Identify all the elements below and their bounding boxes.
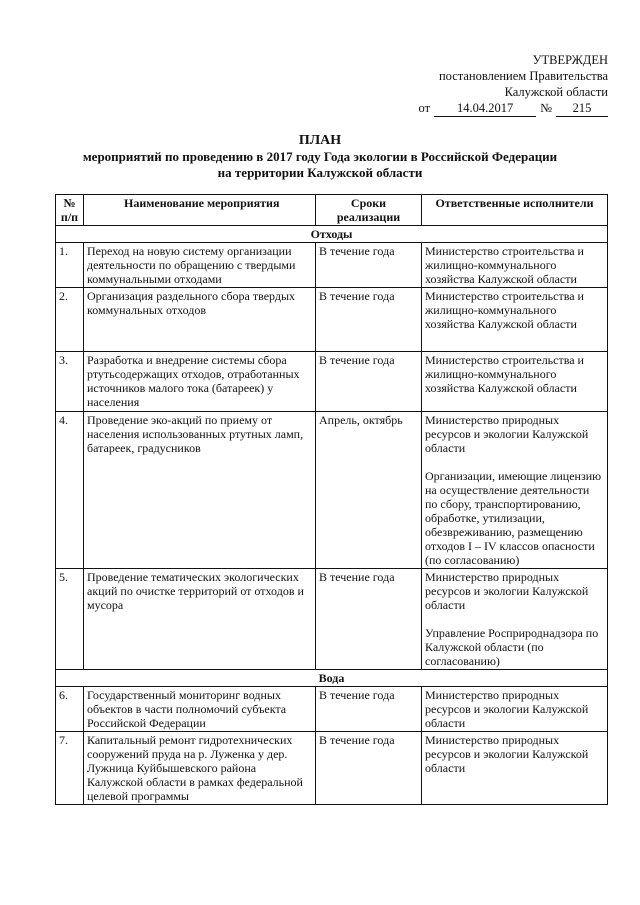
title-subtitle: мероприятий по проведению в 2017 году Года экологии в Российской Федерации [82, 149, 558, 164]
row-num: 3. [56, 352, 84, 412]
approval-title: УТВЕРЖДЕН [532, 53, 608, 67]
approval-region: Калужской области [504, 85, 608, 99]
row-term: В течение года [316, 687, 422, 732]
table-header-row [56, 195, 608, 226]
title-main: ПЛАН [298, 133, 342, 148]
section-row-water [56, 670, 608, 687]
row-responsible: Министерство природных ресурсов и экологии Калужской области [422, 732, 608, 805]
row-num: 2. [56, 288, 84, 352]
row-term: В течение года [316, 243, 422, 288]
plan-table [55, 194, 608, 805]
responsible-secondary: Организации, имеющие лицензию на осуществление деятельности по сбору, транспортированию, обработке, утилизации, обезвреживанию, размещению отходов I – IV классов опасности (по согласованию) [425, 469, 602, 567]
row-responsible: Министерство природных ресурсов и экологии Калужской области [422, 687, 608, 732]
header-responsible: Ответственные исполнители [422, 195, 608, 226]
row-name: Разработка и внедрение системы сбора ртутьсодержащих отходов, отработанных источников малого тока (батареек) у населения [84, 352, 316, 412]
row-num: 6. [56, 687, 84, 732]
row-num: 1. [56, 243, 84, 288]
row-responsible [422, 569, 608, 670]
document-title [0, 132, 640, 181]
row-name: Капитальный ремонт гидротехнических сооружений пруда на р. Луженка у дер. Лужница Куйбышевского района Калужской области в рамках федеральной целевой программы [84, 732, 316, 805]
row-name: Проведение эко-акций по приему от населения использованных ртутных ламп, батареек, градусников [84, 412, 316, 569]
row-term: В течение года [316, 569, 422, 670]
row-num: 5. [56, 569, 84, 670]
title-region: на территории Калужской области [217, 165, 423, 180]
table-row [56, 288, 608, 352]
header-name: Наименование мероприятия [84, 195, 316, 226]
table-row [56, 352, 608, 412]
responsible-primary: Министерство природных ресурсов и экологии Калужской области [425, 570, 589, 612]
approval-block [419, 52, 609, 117]
table-row [56, 412, 608, 569]
table-row [56, 687, 608, 732]
row-responsible: Министерство строительства и жилищно-коммунального хозяйства Калужской области [422, 352, 608, 412]
from-label: от [418, 101, 431, 115]
row-num: 7. [56, 732, 84, 805]
row-responsible [422, 412, 608, 569]
section-title: Вода [56, 670, 608, 687]
row-num: 4. [56, 412, 84, 569]
row-term: В течение года [316, 352, 422, 412]
responsible-primary: Министерство природных ресурсов и экологии Калужской области [425, 413, 589, 455]
approval-date: 14.04.2017 [434, 100, 536, 117]
responsible-secondary: Управление Росприроднадзора по Калужской области (по согласованию) [425, 626, 599, 668]
approval-sign-line [419, 100, 609, 117]
row-term: В течение года [316, 732, 422, 805]
row-term: В течение года [316, 288, 422, 352]
table-row [56, 732, 608, 805]
header-terms: Сроки реализации [316, 195, 422, 226]
row-name: Переход на новую систему организации деятельности по обращению с твердыми коммунальными отходами [84, 243, 316, 288]
table-row [56, 243, 608, 288]
approval-number: 215 [556, 100, 608, 117]
approval-decree: постановлением Правительства [438, 69, 608, 83]
number-label: № [540, 101, 552, 115]
row-responsible: Министерство строительства и жилищно-коммунального хозяйства Калужской области [422, 288, 608, 352]
section-row-waste [56, 226, 608, 243]
row-name: Государственный мониторинг водных объектов в части полномочий субъекта Российской Федерации [84, 687, 316, 732]
table-row [56, 569, 608, 670]
row-name: Проведение тематических экологических акций по очистке территорий от отходов и мусора [84, 569, 316, 670]
row-responsible: Министерство строительства и жилищно-коммунального хозяйства Калужской области [422, 243, 608, 288]
section-title: Отходы [56, 226, 608, 243]
row-name: Организация раздельного сбора твердых коммунальных отходов [84, 288, 316, 352]
row-term: Апрель, октябрь [316, 412, 422, 569]
header-num: № п/п [56, 195, 84, 226]
